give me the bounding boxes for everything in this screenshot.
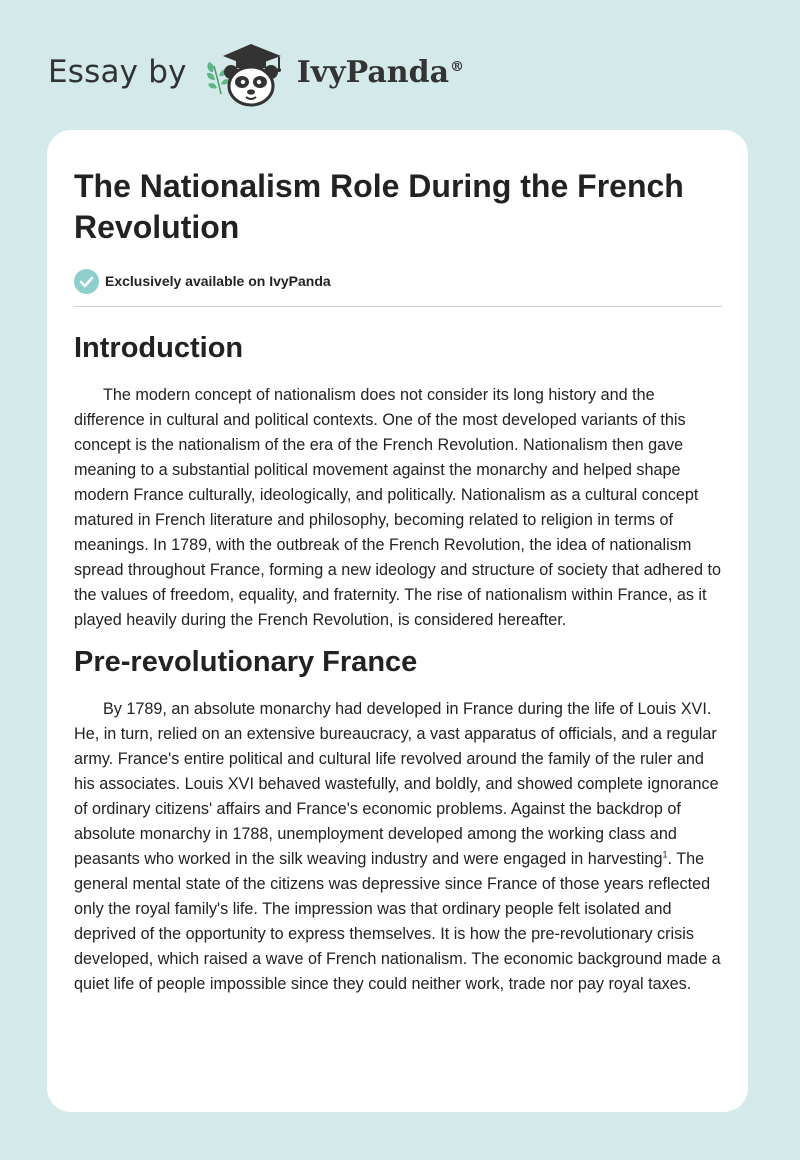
section-introduction xyxy=(74,331,722,633)
section-pre-revolutionary-france xyxy=(74,645,722,997)
footnote-link[interactable]: 1 xyxy=(662,849,668,860)
section-paragraph xyxy=(74,697,722,997)
brand-name[interactable]: IvyPanda® xyxy=(296,54,465,90)
site-header xyxy=(48,36,464,108)
badge-label: Exclusively available on IvyPanda xyxy=(105,273,331,289)
divider xyxy=(74,306,722,307)
section-paragraph: The modern concept of nationalism does not consider its long history and the difference in cultural and political contexts. One of the most developed variants of this concept is the nationalism of the era of the French Revolution. Nationalism then gave meaning to a substantial political movement against the monarchy and helped shape modern France culturally, ideologically, and politically. Nationalism as a cultural concept matured in French literature and philosophy, becoming related to religion in terms of meanings. In 1789, with the outbreak of the French Revolution, the idea of nationalism spread throughout France, forming a new ideology and structure of society that adhered to the values of freedom, equality, and fraternity. The rise of nationalism within France, as it played heavily during the French Revolution, is considered hereafter. xyxy=(74,386,721,629)
section-heading: Introduction xyxy=(74,332,244,364)
section-heading: Pre-revolutionary France xyxy=(74,646,418,678)
checkmark-icon xyxy=(74,269,99,294)
page-title: The Nationalism Role During the French Revolution xyxy=(74,168,684,245)
paragraph-text: . The general mental state of the citizens was depressive since France of those years reflected only the royal family's life. The impression was that ordinary people felt isolated and deprived of the opportunity to express themselves. It is how the pre-revolutionary crisis developed, which raised a wave of French nationalism. The economic background made a quiet life of people impossible since they could neither work, trade nor pay royal taxes. xyxy=(74,850,721,993)
panda-logo-icon[interactable] xyxy=(201,36,293,108)
registered-mark: ® xyxy=(450,58,465,75)
exclusive-badge xyxy=(74,268,722,294)
paragraph-text: By 1789, an absolute monarchy had developed in France during the life of Louis XVI. He, in turn, relied on an extensive bureaucracy, a vast apparatus of officials, and a regular army. France's entire political and cultural life revolved around the family of the ruler and his associates. Louis XVI behaved wastefully, and boldly, and showed complete ignorance of ordinary citizens' affairs and France's economic problems. Against the backdrop of absolute monarchy in 1788, unemployment developed among the working class and peasants who worked in the silk weaving industry and were engaged in harvesting xyxy=(74,700,719,868)
essay-by-label: Essay by xyxy=(48,54,187,90)
essay-card xyxy=(47,130,748,1112)
